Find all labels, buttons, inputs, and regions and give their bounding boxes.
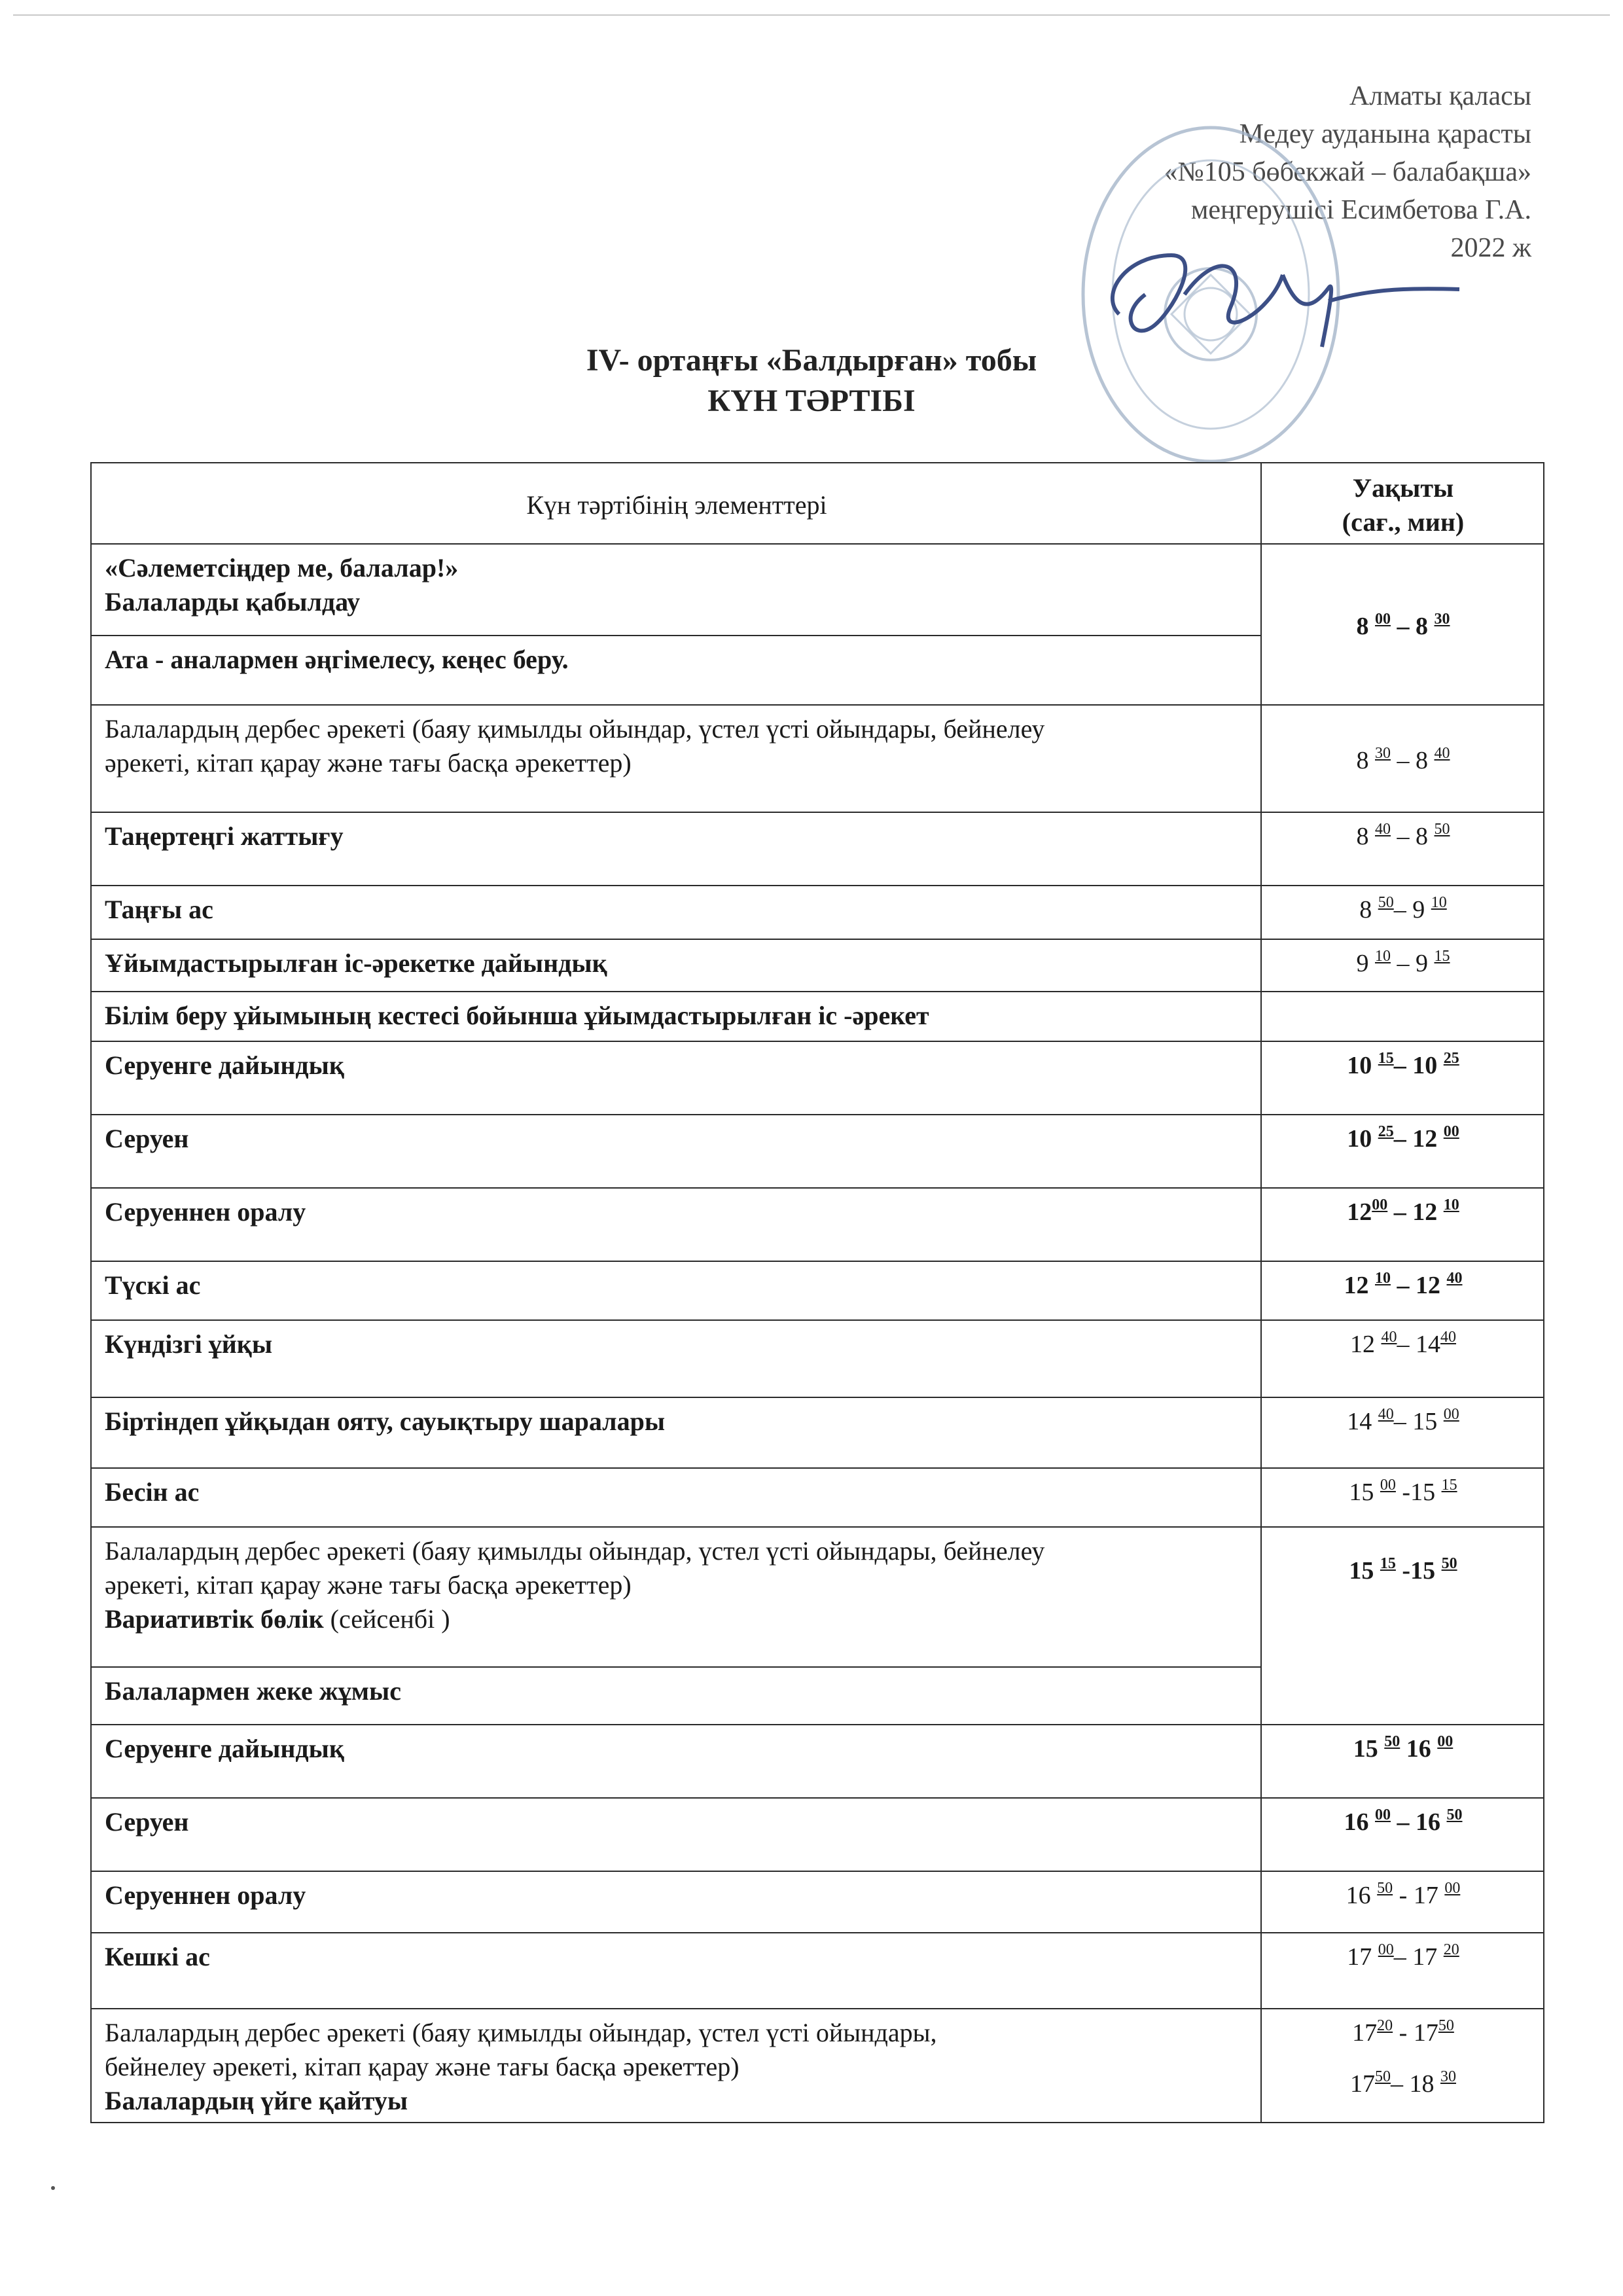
activity-cell: Балалардың дербес әрекеті (баяу қимылды ойындар, үстел үсті ойындары, бейнелеу әрекеті, кітап қарау және тағы басқа әрекеттер): [91, 705, 1261, 812]
activity-cell: Серуеннен оралу: [91, 1188, 1261, 1261]
time-cell: 16 $^{00}$ – 16 $^{50}$: [1261, 1798, 1544, 1871]
activity-cell: Серуен: [91, 1115, 1261, 1188]
table-row: [91, 1188, 1544, 1261]
table-row: [91, 1527, 1544, 1667]
table-row: [91, 705, 1544, 812]
time-cell: 12 $^{10}$ – 12 $^{40}$: [1261, 1261, 1544, 1320]
time-cell: 8 $^{50}$– 9 $^{10}$: [1261, 886, 1544, 939]
time-cell: 12 $^{40}$– $14^{40}$: [1261, 1320, 1544, 1397]
group-name: IV- ортаңғы «Балдырған» тобы: [586, 343, 1037, 378]
activity-cell: Таңғы ас: [91, 886, 1261, 939]
table-row: [91, 1933, 1544, 2009]
activity-cell: «Сәлеметсіңдер ме, балалар!» Балаларды қабылдау: [91, 544, 1261, 636]
time-cell: $12^{00} - 12$ $^{10}$: [1261, 1188, 1544, 1261]
table-row: [91, 939, 1544, 992]
activity-cell: Білім беру ұйымының кестесі бойынша ұйымдастырылған іс -әрекет: [91, 992, 1261, 1041]
table-header-row: [91, 463, 1544, 544]
time-cell: 8 $^{30}$ – 8 $^{40}$: [1261, 705, 1544, 812]
time-cell: 9 $^{10}$ – 9 $^{15}$: [1261, 939, 1544, 992]
time-cell: 16 $^{50}$ - 17 $^{00}$: [1261, 1871, 1544, 1933]
time-cell: 8 $^{40}$ – 8 $^{50}$: [1261, 812, 1544, 886]
time-cell: [1261, 2009, 1544, 2123]
page-title: КҮН ТӘРТІБІ: [707, 384, 916, 418]
activity-cell: Серуенге дайындық: [91, 1725, 1261, 1798]
time-cell: 15 $^{15}$ -15 $^{50}$: [1261, 1527, 1544, 1725]
table-row: [91, 1041, 1544, 1115]
time-cell: 17 $^{00}$– 17 $^{20}$: [1261, 1933, 1544, 2009]
time-cell: 10 $^{25}$– 12 $^{00}$: [1261, 1115, 1544, 1188]
time-cell-empty: [1261, 992, 1544, 1041]
table-row: [91, 1397, 1544, 1468]
table-row: [91, 1115, 1544, 1188]
heading: [0, 340, 1623, 422]
table-row: [91, 1320, 1544, 1397]
activity-cell: Күндізгі ұйқы: [91, 1320, 1261, 1397]
approval-head: меңгерушісі Есимбетова Г.А.: [1190, 195, 1531, 225]
activity-cell: Бесін ас: [91, 1468, 1261, 1527]
time-cell: 15 $^{50}$ 16 $^{00}$: [1261, 1725, 1544, 1798]
approval-district: Медеу ауданына қарасты: [1239, 119, 1531, 149]
time-cell: 10 $^{15}$– 10 $^{25}$: [1261, 1041, 1544, 1115]
header-elements: Күн тәртібінің элементтері: [91, 463, 1261, 544]
time-cell: 15 $^{00}$ -15 $^{15}$: [1261, 1468, 1544, 1527]
activity-cell: Ұйымдастырылған іс-әрекетке дайындық: [91, 939, 1261, 992]
table-row: [91, 886, 1544, 939]
activity-cell: Ата - аналармен әңгімелесу, кеңес беру.: [91, 636, 1261, 705]
activity-cell: Балалардың дербес әрекеті (баяу қимылды ойындар, үстел үсті ойындары, бейнелеу әрекеті, кітап қарау және тағы басқа әрекеттер) Балалардың үйге қайтуы: [91, 2009, 1261, 2123]
schedule-table: [90, 462, 1543, 2123]
time-going-home: $17^{50}-$ 18 $^{30}$: [1350, 2068, 1456, 2098]
table-row: [91, 812, 1544, 886]
table-row: [91, 1468, 1544, 1527]
activity-cell: Біртіндеп ұйқыдан ояту, сауықтыру шаралары: [91, 1397, 1261, 1468]
activity-cell: Серуеннен оралу: [91, 1871, 1261, 1933]
activity-cell: Балалардың дербес әрекеті (баяу қимылды ойындар, үстел үсті ойындары, бейнелеу әрекеті, кітап қарау және тағы басқа әрекеттер) Вариативтік бөлік (сейсенбі ): [91, 1527, 1261, 1667]
table-row: [91, 1871, 1544, 1933]
approval-kindergarten: «№105 бөбекжай – балабақша»: [1164, 157, 1531, 187]
activity-cell: Түскі ас: [91, 1261, 1261, 1320]
approval-city: Алматы қаласы: [1349, 81, 1531, 111]
table-row: [91, 2009, 1544, 2123]
scan-speck: [51, 2186, 55, 2190]
header-time: Уақыты (сағ., мин): [1261, 463, 1544, 544]
time-evening-activity: $17^{20} - 17^{50}$: [1352, 2017, 1454, 2047]
table-row: [91, 1261, 1544, 1320]
top-scan-line: [13, 14, 1610, 16]
activity-cell: Таңертеңгі жаттығу: [91, 812, 1261, 886]
activity-cell: Балалармен жеке жұмыс: [91, 1667, 1261, 1725]
activity-cell: Кешкі ас: [91, 1933, 1261, 2009]
table-row: [91, 992, 1544, 1041]
activity-cell: Серуенге дайындық: [91, 1041, 1261, 1115]
table-row: [91, 1725, 1544, 1798]
table-row: [91, 1798, 1544, 1871]
activity-cell: Серуен: [91, 1798, 1261, 1871]
time-cell: 14 $^{40}$– 15 $^{00}$: [1261, 1397, 1544, 1468]
table-row: [91, 544, 1544, 636]
approval-year: 2022 ж: [1450, 233, 1531, 263]
time-cell: 8 $^{00}$ – 8 $^{30}$: [1261, 544, 1544, 705]
